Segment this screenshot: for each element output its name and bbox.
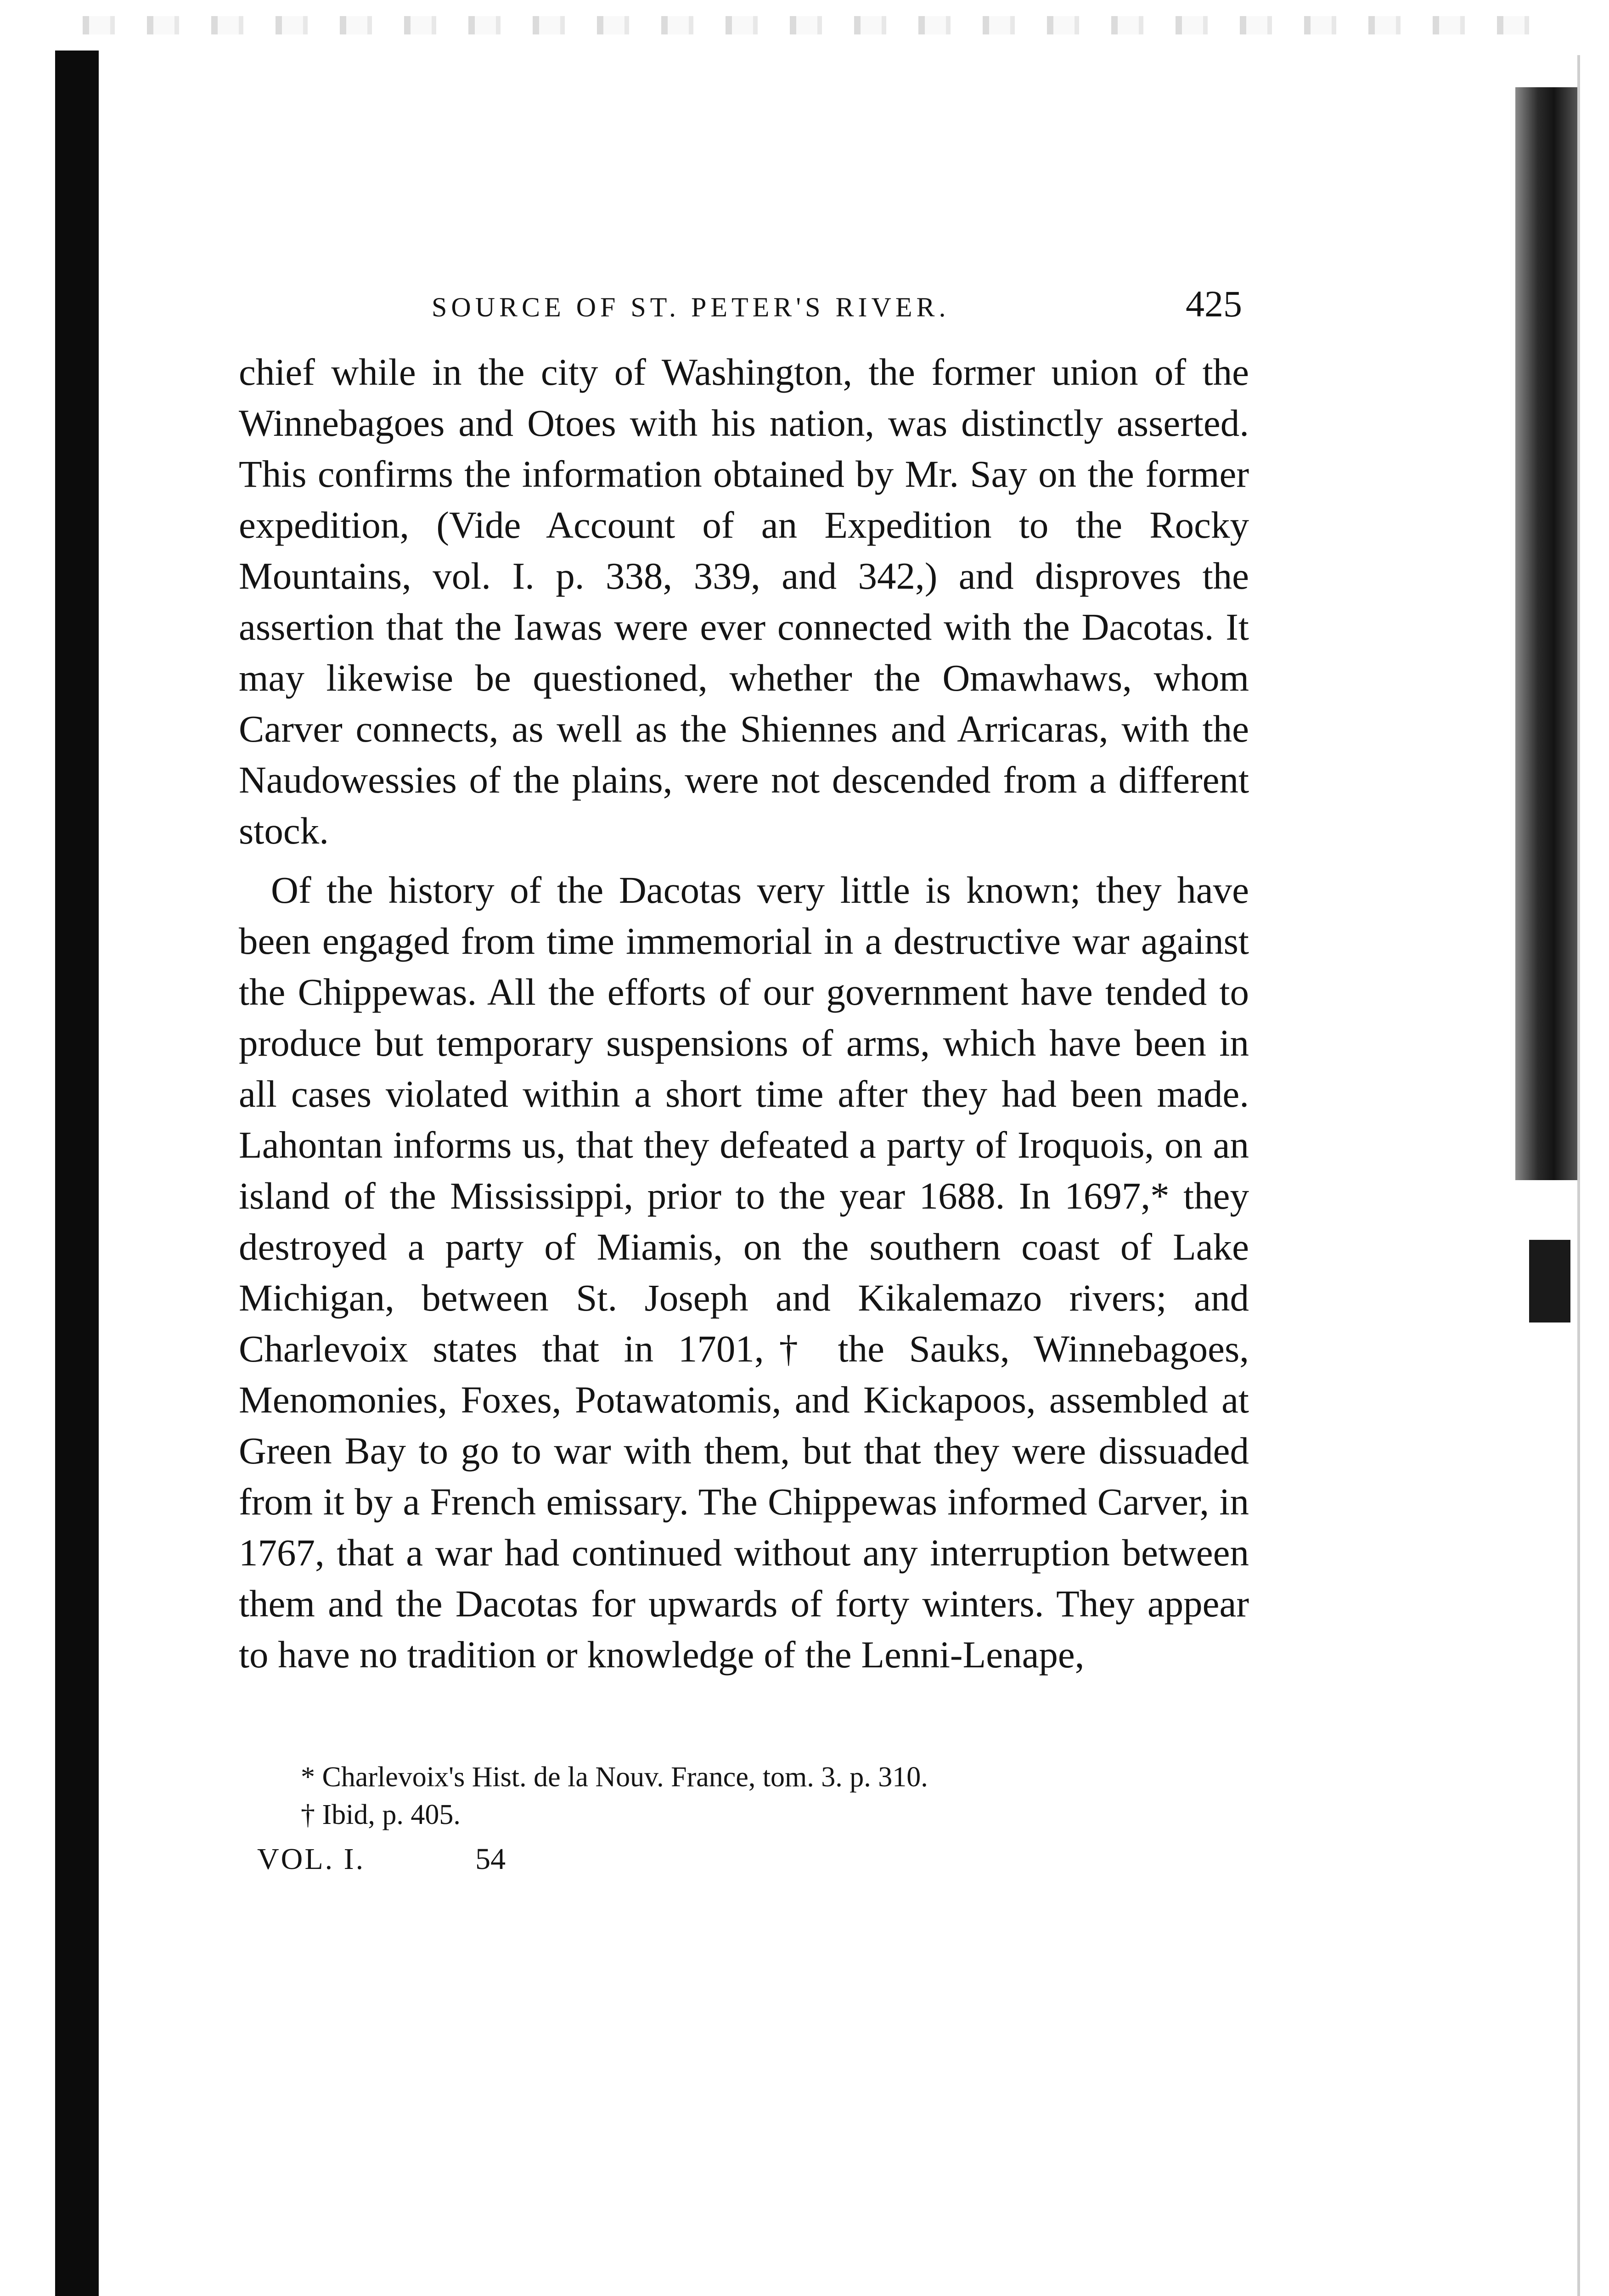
- volume-label: VOL. I.: [257, 1842, 366, 1876]
- paragraph-1: chief while in the city of Washington, the former union of the Winnebagoes and Otoes with his nation, was distinctly asserted. This confirms the information obtained by Mr. Say on the former expedition, (Vide Account of an Expedition to the Rocky Mountains, vol. I. p. 338, 339, and 342,) and disproves the assertion that the Iawas were ever connected with the Dacotas. It may likewise be questioned, whether the Omawhaws, whom Carver connects, as well as the Shiennes and Arricaras, with the Naudowessies of the plains, were not descended from a different stock.: [239, 351, 1249, 852]
- scan-top-noise: [83, 16, 1529, 34]
- footnote-1: * Charlevoix's Hist. de la Nouv. France, tom. 3. p. 310.: [301, 1761, 928, 1793]
- scan-edge-line: [1577, 55, 1580, 2296]
- signature-line: [239, 1842, 1249, 1877]
- footnote-2: † Ibid, p. 405.: [301, 1799, 461, 1830]
- page-number: 425: [1186, 283, 1242, 325]
- page-header: [239, 282, 1249, 347]
- book-page: [239, 282, 1249, 1877]
- scan-edge-shadow: [1515, 87, 1580, 1180]
- footnotes: [239, 1758, 1249, 1834]
- scan-edge-mark: [1529, 1240, 1570, 1322]
- paragraph-2: Of the history of the Dacotas very little is known; they have been engaged from time immemorial in a destructive war against the Chippewas. All the efforts of our government have tended to produce but temporary suspensions of arms, which have been in all cases violated within a short time after they had been made. Lahontan informs us, that they defeated a party of Iroquois, on an island of the Mississippi, prior to the year 1688. In 1697,* they destroyed a party of Miamis, on the southern coast of Lake Michigan, between St. Joseph and Kikalemazo rivers; and Charlevoix states that in 1701,† the Sauks, Winnebagoes, Menomonies, Foxes, Potawatomis, and Kickapoos, assembled at Green Bay to go to war with them, but that they were dissuaded from it by a French emissary. The Chippewas informed Carver, in 1767, that a war had continued without any interruption between them and the Dacotas for upwards of forty winters. They appear to have no tradition or knowledge of the Lenni-Lenape,: [239, 869, 1249, 1676]
- signature-mark: 54: [475, 1842, 506, 1876]
- scan-binding-shadow: [55, 51, 99, 2296]
- running-head: SOURCE OF ST. PETER'S RIVER.: [432, 292, 950, 322]
